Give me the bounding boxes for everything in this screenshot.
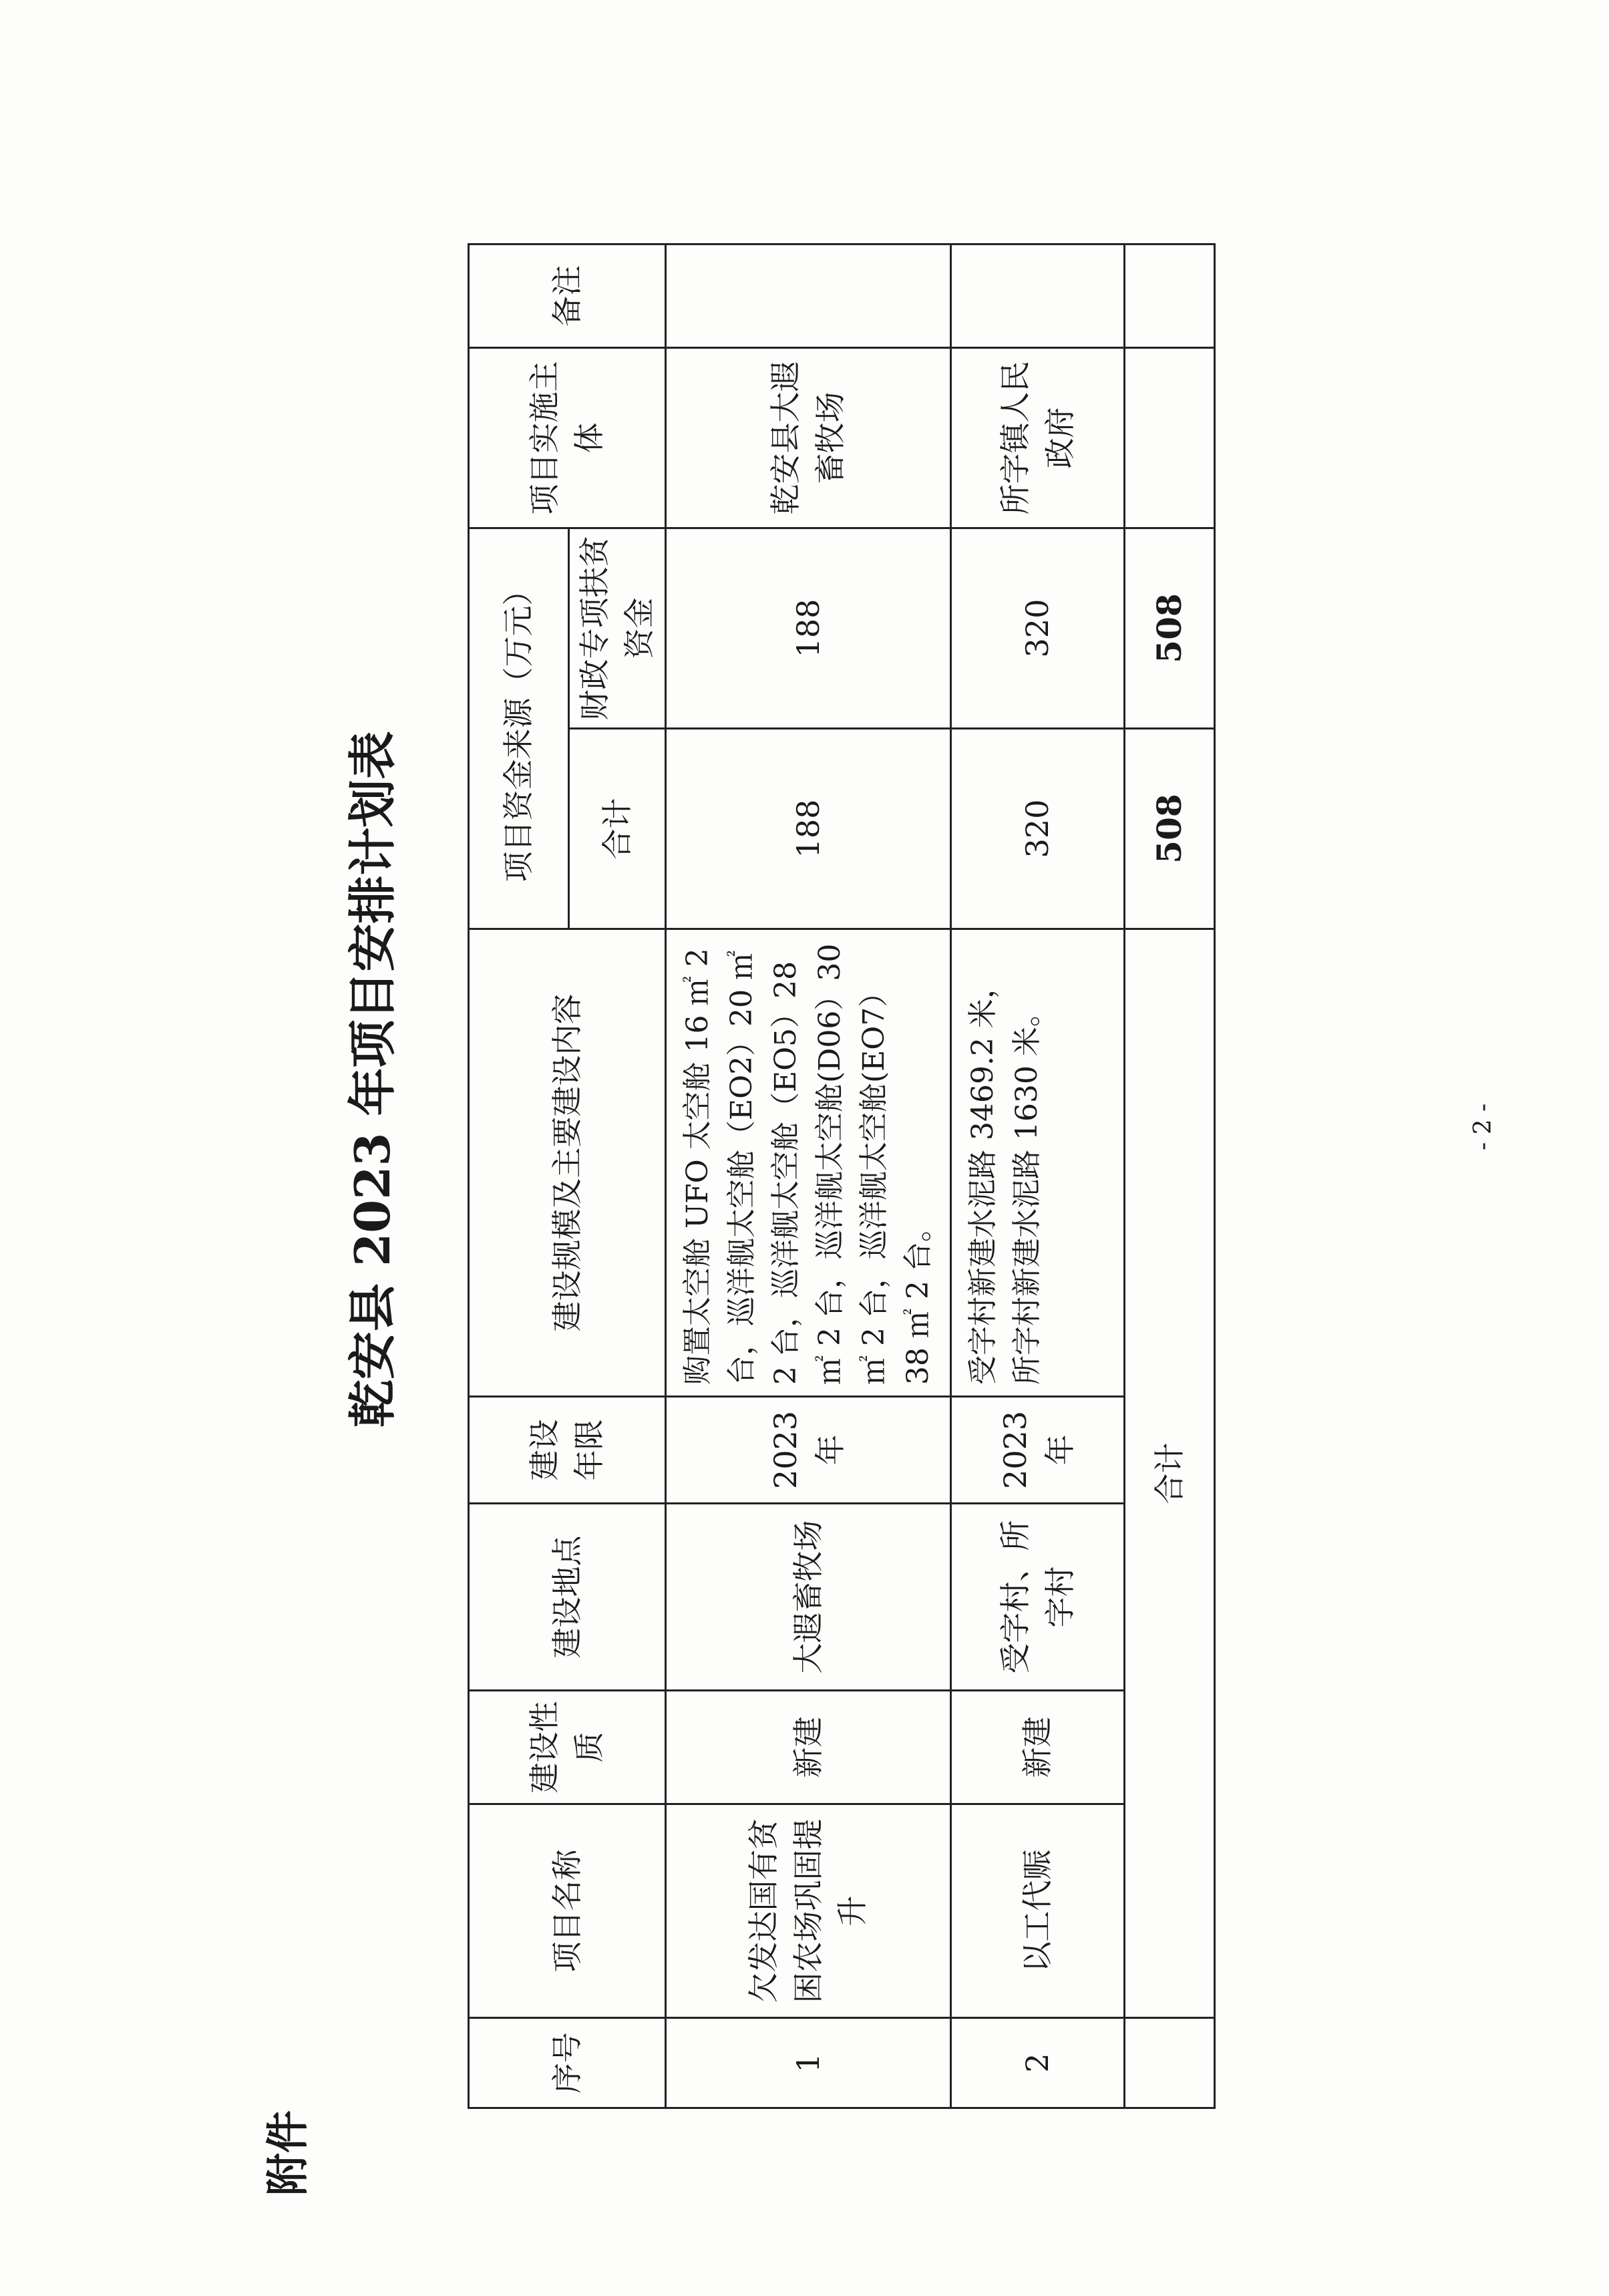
table-row	[951, 244, 1125, 2108]
summary-label: 合计	[1125, 929, 1215, 2018]
summary-seq-empty	[1125, 2018, 1215, 2108]
attachment-label: 附件	[264, 2110, 313, 2196]
header-seq: 序号	[469, 2018, 666, 2108]
row1-name: 欠发达国有贫困农场巩固提升	[666, 1804, 951, 2018]
row2-remarks	[951, 244, 1125, 348]
header-funding: 项目资金来源（万元）	[469, 528, 569, 929]
row2-location: 受字村、所字村	[951, 1504, 1125, 1691]
header-content: 建设规模及主要建设内容	[469, 929, 666, 1397]
row1-seq: 1	[666, 2018, 951, 2108]
row1-remarks	[666, 244, 951, 348]
row1-nature: 新建	[666, 1691, 951, 1804]
row2-implementer: 所字镇人民政府	[951, 348, 1125, 528]
header-implementer: 项目实施主体	[469, 348, 666, 528]
header-period: 建设年限	[469, 1397, 666, 1504]
row2-total: 320	[951, 729, 1125, 929]
summary-special: 508	[1125, 528, 1215, 729]
row2-name: 以工代赈	[951, 1804, 1125, 2018]
row1-location: 大遐畜牧场	[666, 1504, 951, 1691]
summary-row	[1125, 244, 1215, 2108]
row2-nature: 新建	[951, 1691, 1125, 1804]
page-title: 乾安县 2023 年项目安排计划表	[344, 731, 401, 1428]
row2-period: 2023 年	[951, 1397, 1125, 1504]
header-location: 建设地点	[469, 1504, 666, 1691]
header-nature: 建设性质	[469, 1691, 666, 1804]
summary-implementer-empty	[1125, 348, 1215, 528]
table-row	[666, 244, 951, 2108]
summary-remarks-empty	[1125, 244, 1215, 348]
row2-content: 受字村新建水泥路 3469.2 米，所字村新建水泥路 1630 米。	[951, 929, 1125, 1397]
project-plan-table	[468, 243, 1216, 2109]
row1-implementer: 乾安县大遐畜牧场	[666, 348, 951, 528]
row1-period: 2023 年	[666, 1397, 951, 1504]
row1-total: 188	[666, 729, 951, 929]
row2-special: 320	[951, 528, 1125, 729]
header-name: 项目名称	[469, 1804, 666, 2018]
row2-seq: 2	[951, 2018, 1125, 2108]
header-remarks: 备注	[469, 244, 666, 348]
summary-total: 508	[1125, 729, 1215, 929]
header-funding-special: 财政专项扶贫资金	[569, 528, 666, 729]
row1-content: 购置太空舱 UFO 太空舱 16 ㎡ 2 台，巡洋舰太空舱（EO2）20 ㎡ 2 台，巡洋舰太空舱（EO5）28 ㎡ 2 台，巡洋舰太空舱(D06）30 ㎡ 2 台，巡洋舰太空舱(EO7）38 ㎡ 2 台。	[666, 929, 951, 1397]
row1-special: 188	[666, 528, 951, 729]
page-number: - 2 -	[1469, 1103, 1497, 1150]
header-funding-total: 合计	[569, 729, 666, 929]
